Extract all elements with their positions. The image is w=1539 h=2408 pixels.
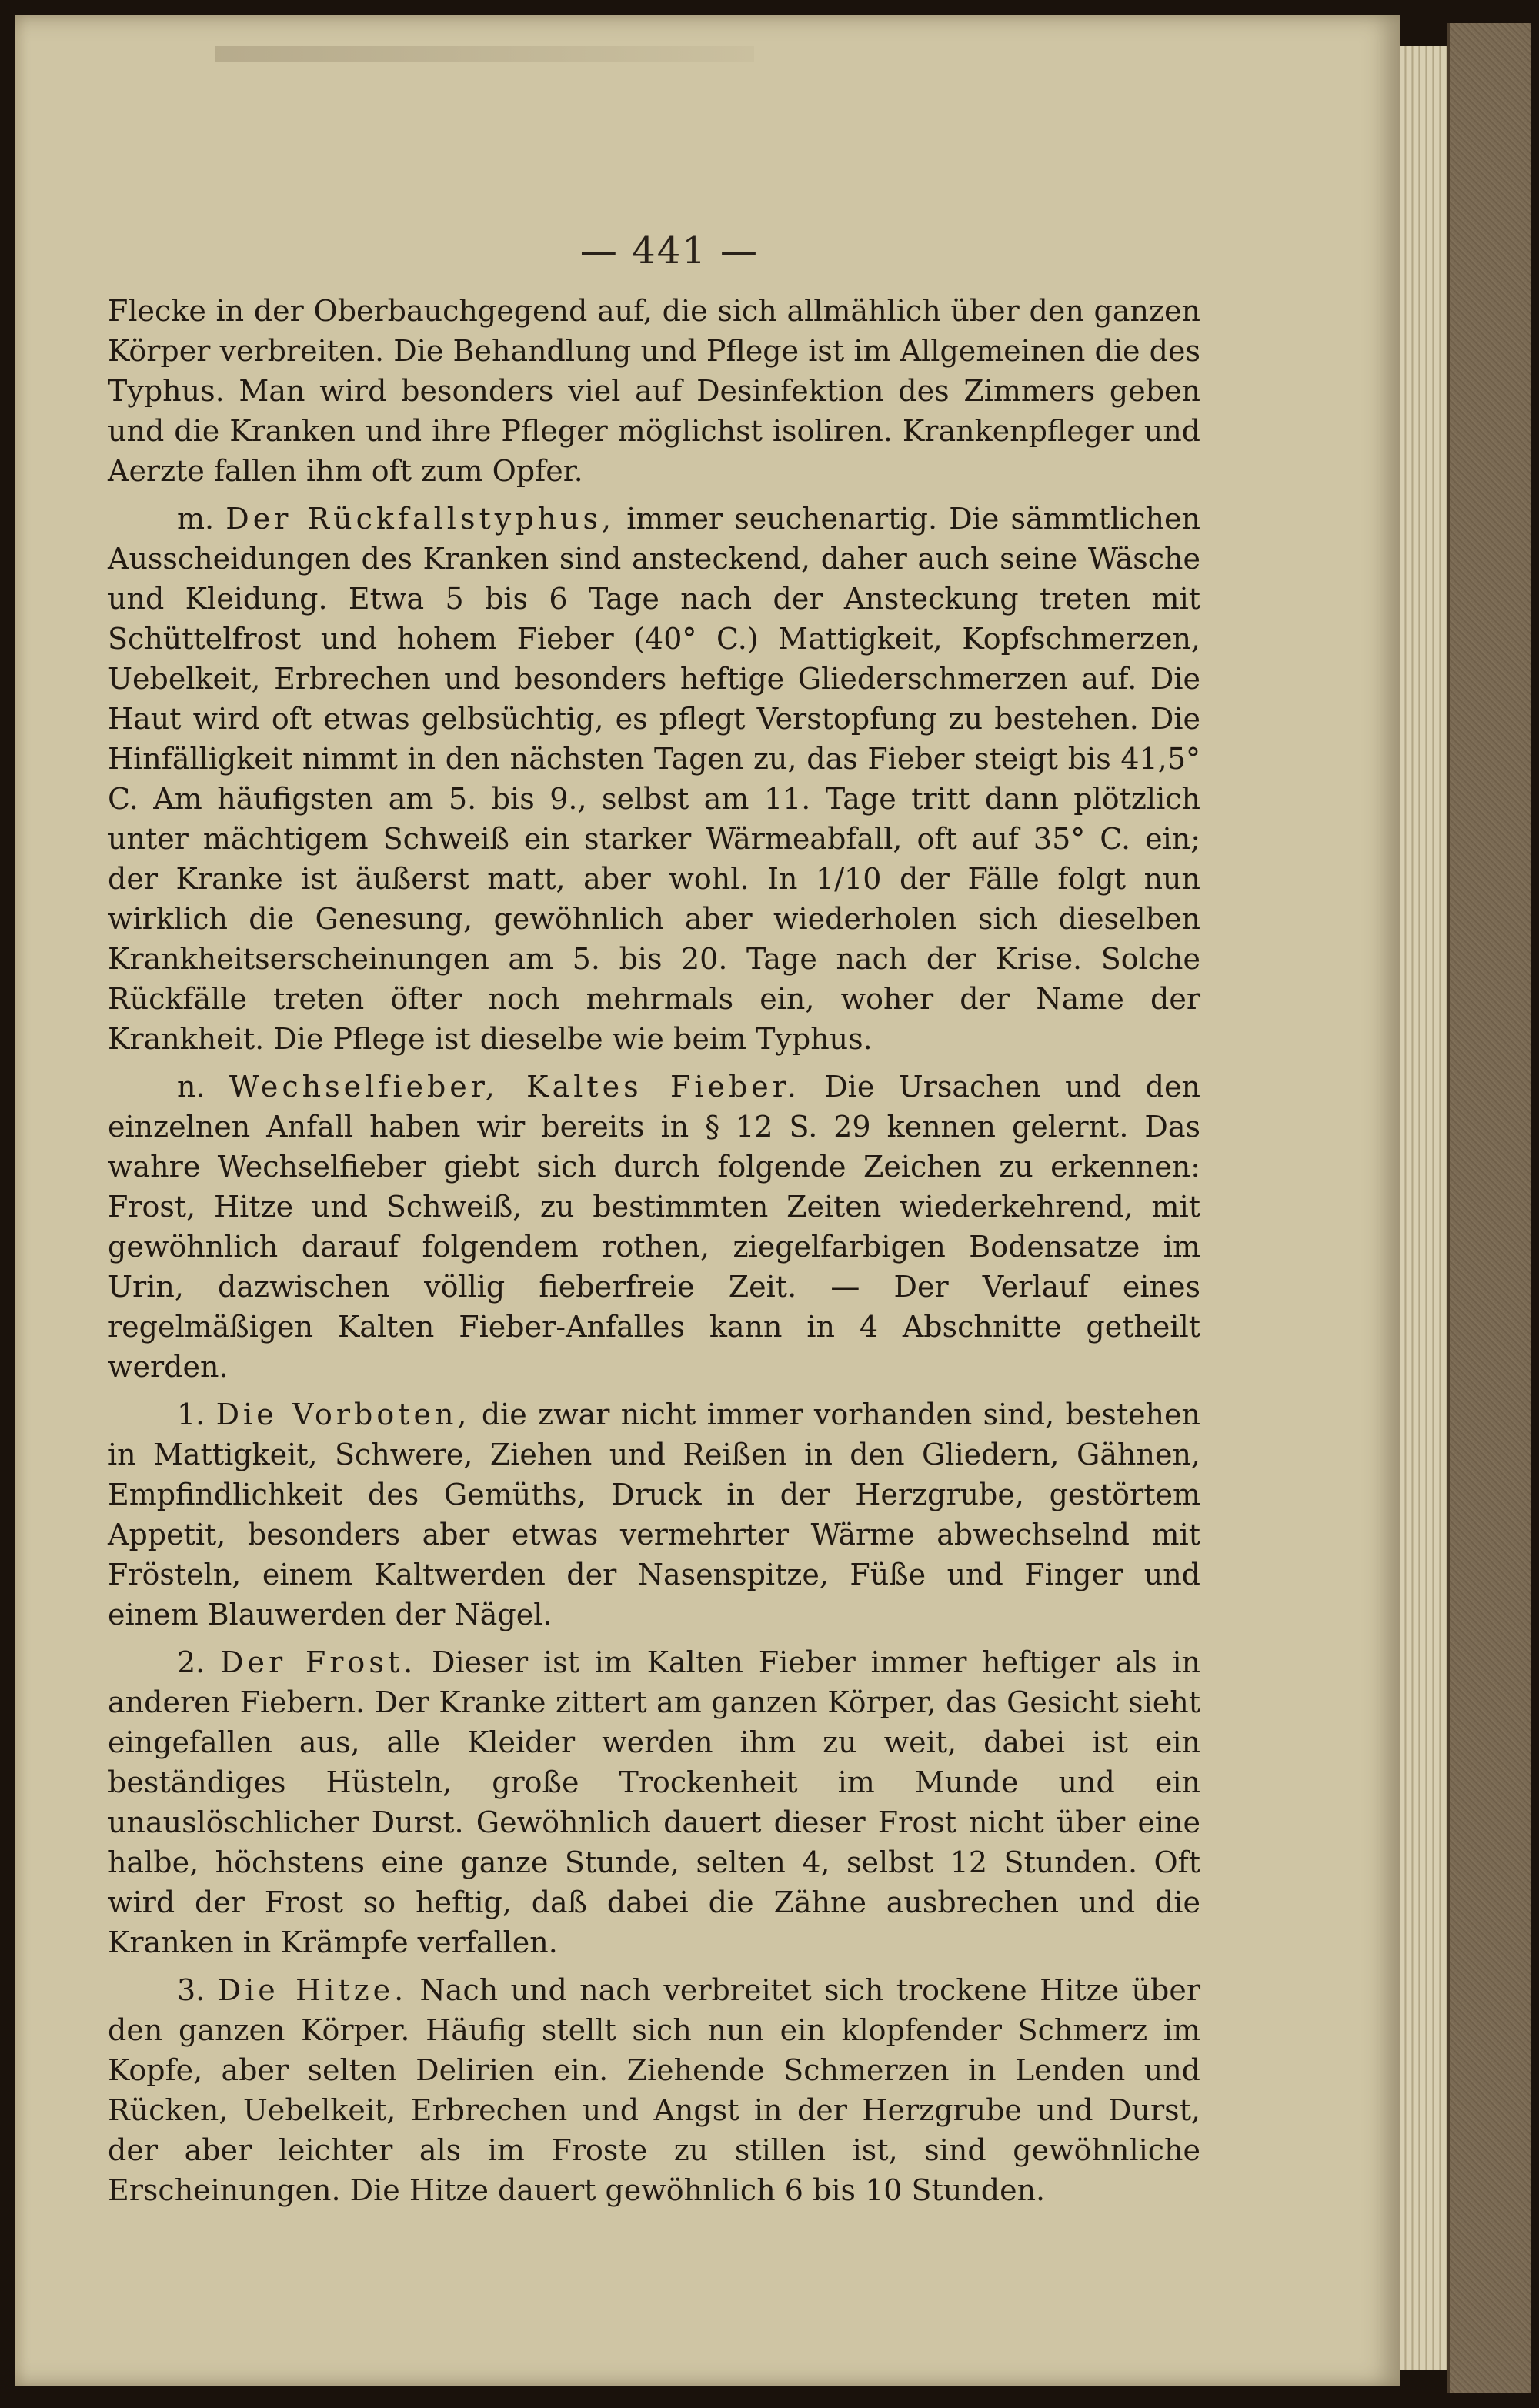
- paragraph-wechselfieber: [108, 1067, 1200, 1387]
- paragraph-continuation: [108, 291, 1200, 491]
- body-text: [108, 291, 1200, 2218]
- book-cover-edge: [1447, 23, 1531, 2393]
- paragraph-text: die zwar nicht immer vorhanden sind, bestehen in Mattigkeit, Schwere, Ziehen und Reißen in den Gliedern, Gähnen, Empfindlichkeit des Gemüths, Druck in der Herzgrube, gestörtem Appetit, besonders aber etwas vermehrter Wärme abwechselnd mit Frösteln, einem Kaltwerden der Nasenspitze, Füße und Finger und einem Blauwerden der Nägel.: [108, 1398, 1200, 1631]
- section-letter: n.: [177, 1070, 205, 1104]
- section-heading: Der Frost.: [220, 1645, 417, 1679]
- faded-running-header: [215, 46, 754, 62]
- section-heading: Die Vorboten,: [215, 1398, 471, 1431]
- paragraph-text: Flecke in der Oberbauchgegend auf, die sich allmählich über den ganzen Körper verbreiten. Die Behandlung und Pflege ist im Allgemeinen die des Typhus. Man wird besonders viel auf Desinfektion des Zimmers geben und die Kranken und ihre Pfleger möglichst isoliren. Krankenpfleger und Aerzte fallen ihm oft zum Opfer.: [108, 294, 1200, 488]
- book-page: [15, 15, 1400, 2386]
- paragraph-hitze: [108, 1970, 1200, 2210]
- section-heading: Wechselfieber, Kaltes Fieber.: [229, 1070, 800, 1104]
- section-number: 3.: [177, 1973, 205, 2007]
- page-number: — 441 —: [579, 229, 759, 272]
- section-heading: Der Rückfallstyphus,: [225, 502, 616, 536]
- page-stack-edges: [1393, 46, 1447, 2370]
- section-letter: m.: [177, 502, 215, 536]
- section-number: 2.: [177, 1645, 205, 1679]
- paragraph-text: Die Ursachen und den einzelnen Anfall haben wir bereits in § 12 S. 29 kennen gelernt. Das wahre Wechselfieber giebt sich durch folgende Zeichen zu erkennen: Frost, Hitze und Schweiß, zu bestimmten Zeiten wiederkehrend, mit gewöhnlich darauf folgendem rothen, ziegelfarbigen Bodensatze im Urin, dazwischen völlig fieberfreie Zeit. — Der Verlauf eines regelmäßigen Kalten Fieber-Anfalles kann in 4 Abschnitte getheilt werden.: [108, 1070, 1200, 1384]
- paragraph-vorboten: [108, 1394, 1200, 1635]
- paragraph-text: Nach und nach verbreitet sich trockene Hitze über den ganzen Körper. Häufig stellt sich nun ein klopfender Schmerz im Kopfe, aber selten Delirien ein. Ziehende Schmerzen in Lenden und Rücken, Uebelkeit, Erbrechen und Angst in der Herzgrube und Durst, der aber leichter als im Froste zu stillen ist, sind gewöhnliche Erscheinungen. Die Hitze dauert gewöhnlich 6 bis 10 Stunden.: [108, 1973, 1200, 2207]
- paragraph-frost: [108, 1642, 1200, 1962]
- paragraph-rueckfallstyphus: [108, 499, 1200, 1059]
- section-heading: Die Hitze.: [217, 1973, 408, 2007]
- paragraph-text: immer seuchenartig. Die sämmtlichen Ausscheidungen des Kranken sind ansteckend, daher auch seine Wäsche und Kleidung. Etwa 5 bis 6 Tage nach der Ansteckung treten mit Schüttelfrost und hohem Fieber (40° C.) Mattigkeit, Kopfschmerzen, Uebelkeit, Erbrechen und besonders heftige Gliederschmerzen auf. Die Haut wird oft etwas gelbsüchtig, es pflegt Verstopfung zu bestehen. Die Hinfälligkeit nimmt in den nächsten Tagen zu, das Fieber steigt bis 41,5° C. Am häufigsten am 5. bis 9., selbst am 11. Tage tritt dann plötzlich unter mächtigem Schweiß ein starker Wärmeabfall, oft auf 35° C. ein; der Kranke ist äußerst matt, aber wohl. In 1/10 der Fälle folgt nun wirklich die Genesung, gewöhnlich aber wiederholen sich dieselben Krankheitserscheinungen am 5. bis 20. Tage nach der Krise. Solche Rückfälle treten öfter noch mehrmals ein, woher der Name der Krankheit. Die Pflege ist dieselbe wie beim Typhus.: [108, 502, 1200, 1056]
- paragraph-text: Dieser ist im Kalten Fieber immer heftiger als in anderen Fiebern. Der Kranke zittert am ganzen Körper, das Gesicht sieht eingefallen aus, alle Kleider werden ihm zu weit, dabei ist ein beständiges Hüsteln, große Trockenheit im Munde und ein unauslöschlicher Durst. Gewöhnlich dauert dieser Frost nicht über eine halbe, höchstens eine ganze Stunde, selten 4, selbst 12 Stunden. Oft wird der Frost so heftig, daß dabei die Zähne ausbrechen und die Kranken in Krämpfe verfallen.: [108, 1645, 1200, 1959]
- section-number: 1.: [177, 1398, 205, 1431]
